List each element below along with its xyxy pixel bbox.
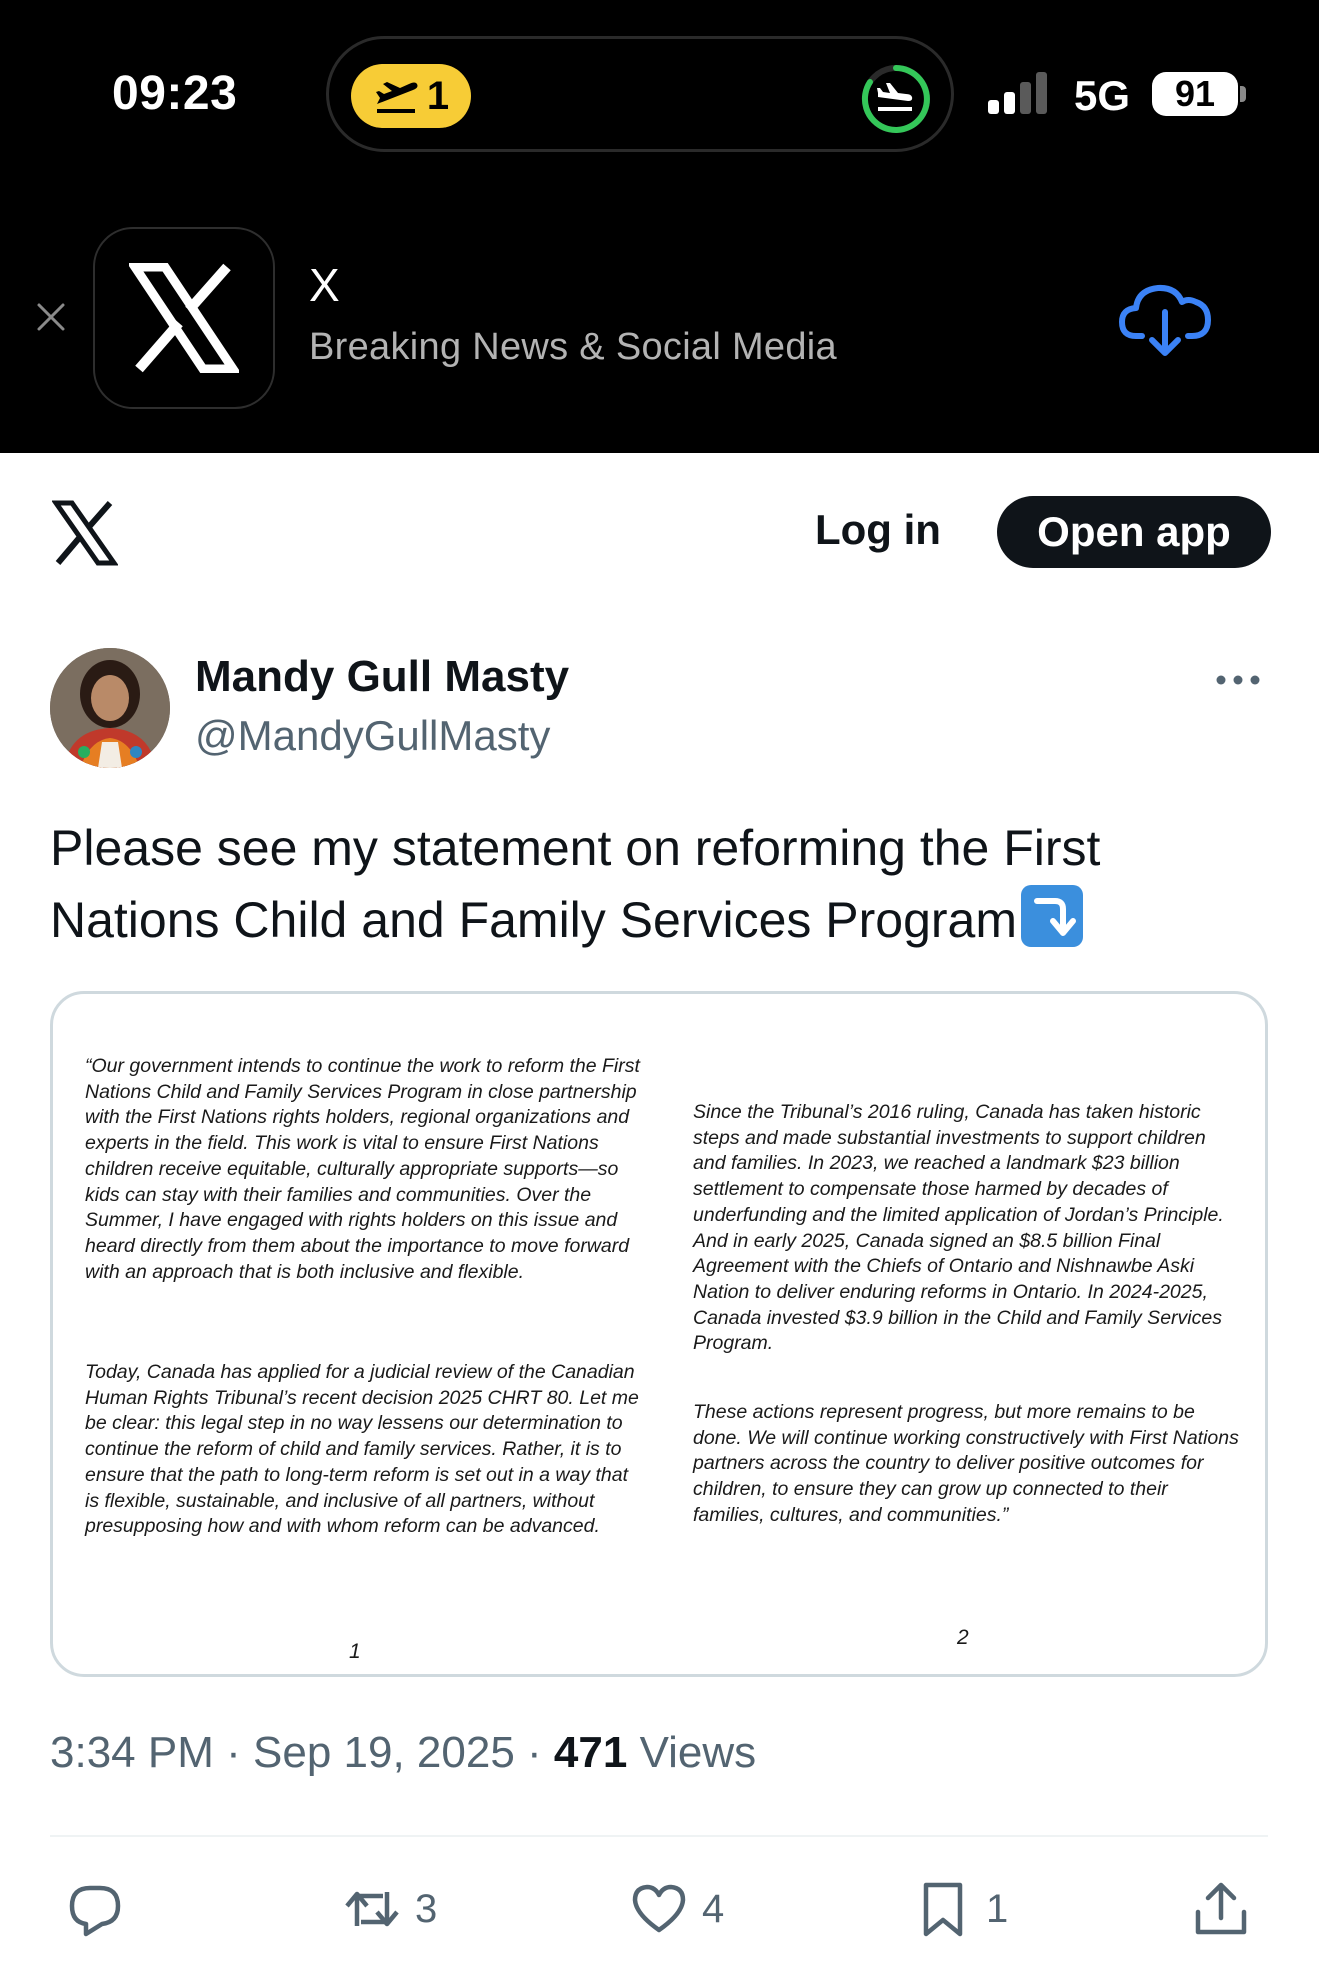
retweet-icon [343, 1880, 401, 1938]
flight-count: 1 [426, 73, 450, 118]
page-number-1: 1 [349, 1640, 361, 1663]
retweet-count: 3 [415, 1886, 438, 1931]
arrow-curving-down-emoji-icon [1021, 885, 1083, 947]
download-cloud-icon[interactable] [1118, 278, 1214, 358]
tweet-text [50, 812, 1230, 956]
page-number-2: 2 [957, 1626, 969, 1649]
login-link[interactable]: Log in [815, 506, 941, 553]
banner-app-name: X [309, 259, 340, 311]
open-app-button[interactable]: Open app [997, 496, 1271, 568]
meta-separator: · [226, 1728, 241, 1777]
divider [50, 1835, 1268, 1837]
bookmark-button[interactable] [914, 1880, 1008, 1938]
share-icon [1192, 1880, 1250, 1938]
tweet-text-content: Please see my statement on reforming the First Nations Child and Family Services Program [50, 820, 1101, 948]
reply-button[interactable] [66, 1880, 138, 1938]
battery-icon [1152, 72, 1238, 116]
avatar-image [50, 648, 170, 768]
bookmark-icon [914, 1880, 972, 1938]
network-type: 5G [1074, 72, 1131, 119]
close-icon[interactable] [30, 296, 72, 338]
bookmark-count: 1 [986, 1886, 1009, 1931]
author-name[interactable]: Mandy Gull Masty [195, 652, 570, 701]
meta-separator: · [527, 1728, 542, 1777]
airplane-takeoff-icon [373, 76, 421, 116]
flight-live-activity[interactable] [351, 64, 471, 128]
statement-page1-para1: “Our government intends to continue the work to reform the First Nations Child and Family Services Program in close partnership with the First Nations rights holders, regional organizations and experts in the field. This work is vital to ensure First Nations children receive equitable, culturally appropriate supports—so kids can stay with their families and communities. Over the Summer, I have engaged with rights holders on this issue and heard directly from them about the importance to move forward with an approach that is both inclusive and flexible. [85, 1055, 640, 1283]
statement-page2-para2: These actions represent progress, but more remains to be done. We will continue working constructively with First Nations partners across the country to deliver positive outcomes for children, to ensure they can grow up connected to their families, cultures, and communities.” [693, 1401, 1239, 1526]
retweet-button[interactable] [343, 1880, 437, 1938]
airplane-landing-icon[interactable] [860, 63, 932, 135]
more-options-icon[interactable] [1214, 670, 1262, 690]
statement-page1-para2: Today, Canada has applied for a judicial review of the Canadian Human Rights Tribunal’s recent decision 2025 CHRT 80. Let me be clear: this legal step in no way lessens our determination to continue the reform of child and family services. Rather, it is to ensure that the path to long-term reform is set out in a way that is flexible, sustainable, and inclusive of all partners, without presupposing how and with whom reform can be advanced. [85, 1361, 639, 1538]
x-logo-icon[interactable] [52, 500, 118, 566]
reply-icon [66, 1880, 124, 1938]
tweet-time[interactable]: 3:34 PM [50, 1728, 214, 1777]
views-label: Views [639, 1728, 757, 1777]
status-time: 09:23 [112, 67, 238, 120]
banner-app-subtitle: Breaking News & Social Media [309, 326, 837, 368]
views-count: 471 [553, 1728, 628, 1777]
battery-level: 91 [1174, 73, 1216, 114]
author-handle[interactable]: @MandyGullMasty [195, 712, 551, 759]
like-count: 4 [702, 1886, 725, 1931]
share-button[interactable] [1192, 1880, 1250, 1938]
like-button[interactable] [630, 1880, 724, 1938]
statement-image[interactable] [50, 991, 1268, 1677]
author-avatar[interactable] [50, 648, 170, 768]
cellular-signal-icon [986, 70, 1056, 116]
x-app-icon[interactable] [93, 227, 275, 409]
tweet-meta [50, 1728, 756, 1778]
heart-icon [630, 1880, 688, 1938]
statement-page2-para1: Since the Tribunal’s 2016 ruling, Canada has taken historic steps and made substantial investments to support children and families. In 2023, we reached a landmark $23 billion settlement to compensate those harmed by decades of underfunding and the limited application of Jordan’s Principle. And in early 2025, Canada signed an $8.5 billion Final Agreement with the Chiefs of Ontario and Nishnawbe Aski Nation to deliver enduring reforms in Ontario. In 2024-2025, Canada invested $3.9 billion in the Child and Family Services Program. [693, 1101, 1224, 1355]
x-logo-icon [129, 263, 239, 373]
battery-cap [1240, 86, 1246, 102]
tweet-date[interactable]: Sep 19, 2025 [253, 1728, 515, 1777]
